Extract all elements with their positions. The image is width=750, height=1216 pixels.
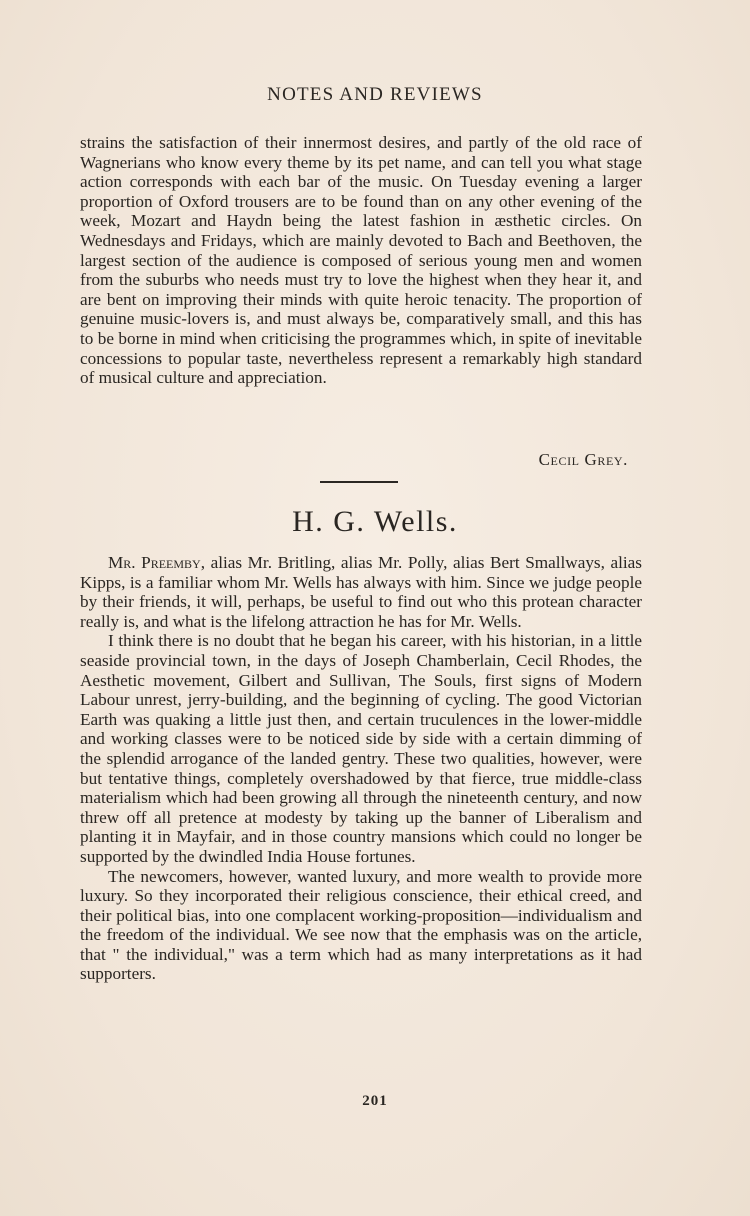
running-head: NOTES AND REVIEWS: [267, 84, 483, 105]
section-body: [80, 553, 642, 984]
continued-paragraph: [80, 133, 642, 388]
section-divider: [320, 481, 398, 483]
section-title: H. G. Wells.: [292, 505, 458, 538]
paragraph-text: strains the satisfaction of their innermost desires, and partly of the old race of Wagnerians who know every theme by its pet name, and can tell you what stage action corresponds with each bar of the music. On Tuesday evening a larger proportion of Oxford trousers are to be found than on any other evening of the week, Mozart and Haydn being the latest fashion in æsthetic circles. On Wednesdays and Fridays, which are mainly devoted to Bach and Beethoven, the largest section of the audience is composed of serious young men and women from the suburbs who needs must try to love the highest when they hear it, and are bent on improving their minds with quite heroic tenacity. The proportion of genuine music-lovers is, and must always be, comparatively small, and this has to be borne in mind when criticising the programmes which, in spite of inevitable concessions to popular taste, nevertheless represent a remarkably high standard of musical culture and appreciation.: [80, 133, 642, 388]
paragraph-text: I think there is no doubt that he began his career, with his historian, in a little seaside provincial town, in the days of Joseph Chamberlain, Cecil Rhodes, the Aesthetic movement, Gilbert and Sullivan, The Souls, first signs of Modern Labour unrest, jerry-building, and the beginning of cycling. The good Victorian Earth was quaking a little just then, and certain truculences in the lower-middle and working classes were to be noticed side by side with a certain dimming of the splendid arrogance of the landed gentry. These two qualities, however, were but tentative things, completely overshadowed by that fierce, true middle-class materialism which had been growing all through the nineteenth century, and now threw off all pretence at modesty by taking up the banner of Liberalism and planting it in Mayfair, and in those country mansions which could no longer be supported by the dwindled India House fortunes.: [80, 631, 642, 866]
paragraph-text: The newcomers, however, wanted luxury, and more wealth to provide more luxury. So they incorporated their religious conscience, their ethical creed, and their political bias, into one complacent working-proposition—individualism and the freedom of the individual. We see now that the emphasis was on the article, that " the individual," was a term which had as many interpretations as it had supporters.: [80, 866, 642, 984]
signature-text: Cecil Grey.: [538, 450, 628, 469]
section-paragraph: [80, 631, 642, 866]
section-paragraph: [80, 553, 642, 631]
paragraph-text: alias Mr. Britling, alias Mr. Polly, alias Bert Smallways, alias Kipps, is a familiar whom Mr. Wells has always with him. Since we judge people by their friends, it will, perhaps, be useful to find out who this protean character really is, and what is the lifelong attraction he has for Mr. Wells.: [80, 553, 642, 631]
section-paragraph: [80, 867, 642, 985]
author-signature: [539, 450, 628, 470]
page-number: 201: [362, 1093, 388, 1109]
paragraph-lead: Mr. Preemby,: [108, 553, 206, 572]
